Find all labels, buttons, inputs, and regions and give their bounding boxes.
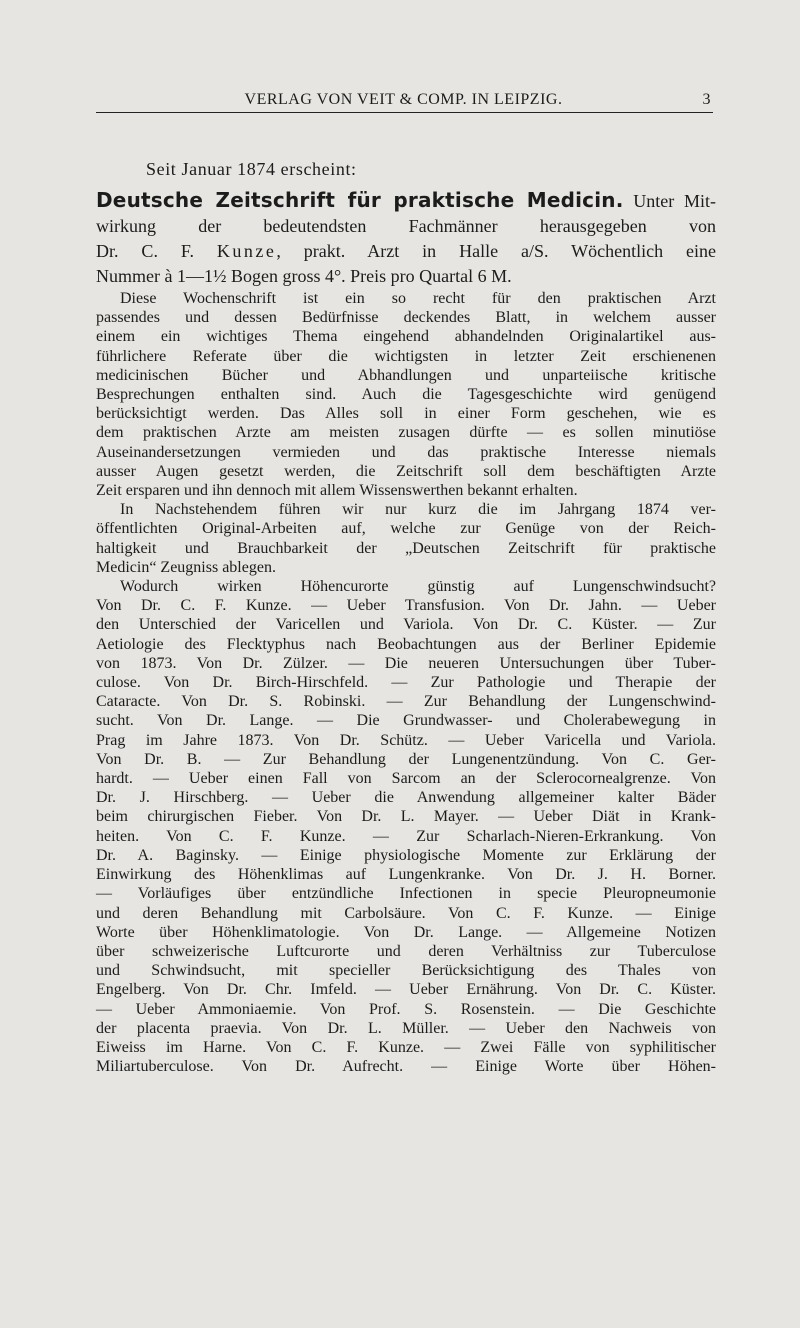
editor-suffix: , prakt. Arzt in Halle a/S. Wöchentlich eine [276,241,716,261]
body-line: von 1873. Von Dr. Zülzer. — Die neueren Untersuchungen über Tuber- [96,654,716,672]
body-line: Wodurch wirken Höhencurorte günstig auf Lungenschwindsucht? [120,578,716,596]
body-line: öffentlichten Original-Arbeiten auf, welche zur Genüge von der Reich- [96,520,716,538]
body-line: heiten. Von C. F. Kunze. — Zur Scharlach-Nieren-Erkrankung. Von [96,827,716,845]
body-line: haltigkeit und Brauchbarkeit der „Deutschen Zeitschrift für praktische [96,539,716,557]
body-line: Von Dr. C. F. Kunze. — Ueber Transfusion. Von Dr. Jahn. — Ueber [96,597,716,615]
body-line: passendes und dessen Bedürfnisse deckendes Blatt, in welchem ausser [96,309,716,327]
body-line: Engelberg. Von Dr. Chr. Imfeld. — Ueber Ernährung. Von Dr. C. Küster. [96,981,716,999]
body-line: ausser Augen gesetzt werden, die Zeitschrift soll dem beschäftigten Arzte [96,462,716,480]
body-line: einem ein wichtiges Thema eingehend abhandelnden Originalartikel aus- [96,328,716,346]
body-line: Besprechungen enthalten sind. Auch die Tagesgeschichte wird genügend [96,386,716,404]
running-title: VERLAG VON VEIT & COMP. IN LEIPZIG. [244,91,563,108]
body-line: Von Dr. B. — Zur Behandlung der Lungenentzündung. Von C. Ger- [96,750,716,768]
editor-prefix: Dr. C. F. [96,241,217,261]
body-line: Auseinandersetzungen vermieden und das praktische Interesse niemals [96,443,716,461]
editor-name: Kunze [216,241,277,261]
page-number: 3 [702,91,711,108]
body-line: Dr. A. Baginsky. — Einige physiologische Momente zur Erklärung der [96,846,716,864]
body-line: Diese Wochenschrift ist ein so recht für den praktischen Arzt [120,290,716,307]
intro-fragment: Unter Mit- [633,191,717,211]
body-line: Cataracte. Von Dr. S. Robinski. — Zur Behandlung der Lungenschwind- [96,693,716,711]
body-line: und deren Behandlung mit Carbolsäure. Von C. F. Kunze. — Einige [96,904,716,922]
header-rule [96,112,713,113]
body-line: beim chirurgischen Fieber. Von Dr. L. Mayer. — Ueber Diät in Krank- [96,808,716,826]
body-line: führlichere Referate über die wichtigsten in letzter Zeit erschienenen [96,347,716,365]
intro-line-1 [96,188,716,214]
body-line: Einwirkung des Höhenklimas auf Lungenkranke. Von Dr. J. H. Borner. [96,866,716,884]
running-head [96,91,711,109]
body-line: — Vorläufiges über entzündliche Infectionen in specie Pleuropneumonie [96,885,716,903]
body-line: Zeit ersparen und ihn dennoch mit allem Wissenswerthen bekannt erhalten. [96,482,578,500]
body-line: sucht. Von Dr. Lange. — Die Grundwasser- und Cholerabewegung in [96,712,716,730]
body-text [96,289,716,1076]
body-line: berücksichtigt werden. Das Alles soll in einer Form geschehen, wie es [96,405,716,423]
body-line: Eiweiss im Harne. Von C. F. Kunze. — Zwei Fälle von syphilitischer [96,1038,716,1056]
body-line: In Nachstehendem führen wir nur kurz die im Jahrgang 1874 ver- [120,501,716,519]
body-line: — Ueber Ammoniaemie. Von Prof. S. Rosenstein. — Die Geschichte [96,1000,716,1018]
announcement: Seit Januar 1874 erscheint: [146,159,357,179]
body-line: hardt. — Ueber einen Fall von Sarcom an der Sclerocornealgrenze. Von [96,770,716,788]
body-line: der placenta praevia. Von Dr. L. Müller. — Ueber den Nachweis von [96,1019,716,1037]
body-line: den Unterschied der Varicellen und Variola. Von Dr. C. Küster. — Zur [96,616,716,634]
body-line: Prag im Jahre 1873. Von Dr. Schütz. — Ueber Varicella und Variola. [96,731,716,749]
intro-line-4: Nummer à 1—1½ Bogen gross 4°. Preis pro Quartal 6 M. [96,266,512,286]
journal-title: Deutsche Zeitschrift für praktische Medicin. [96,188,624,212]
body-line: über schweizerische Luftcurorte und deren Verhältniss zur Tuberculose [96,942,716,960]
body-line: und Schwindsucht, mit specieller Berücksichtigung des Thales von [96,962,716,980]
body-line: Miliartuberculose. Von Dr. Aufrecht. — Einige Worte über Höhen- [96,1058,716,1076]
intro-line-2: wirkung der bedeutendsten Fachmänner herausgegeben von [96,216,716,236]
body-line: Aetiologie des Flecktyphus nach Beobachtungen aus der Berliner Epidemie [96,635,716,653]
body-line: Medicin“ Zeugniss ablegen. [96,558,276,576]
body-line: dem praktischen Arzte am meisten zusagen dürfte — es sollen minutiöse [96,424,716,442]
body-line: culose. Von Dr. Birch-Hirschfeld. — Zur Pathologie und Therapie der [96,674,716,692]
journal-intro [96,188,716,289]
body-line: Dr. J. Hirschberg. — Ueber die Anwendung allgemeiner kalter Bäder [96,789,716,807]
body-line: Worte über Höhenklimatologie. Von Dr. Lange. — Allgemeine Notizen [96,923,716,941]
intro-line-3 [96,239,716,264]
body-line: medicinischen Bücher und Abhandlungen und unparteiische kritische [96,366,716,384]
